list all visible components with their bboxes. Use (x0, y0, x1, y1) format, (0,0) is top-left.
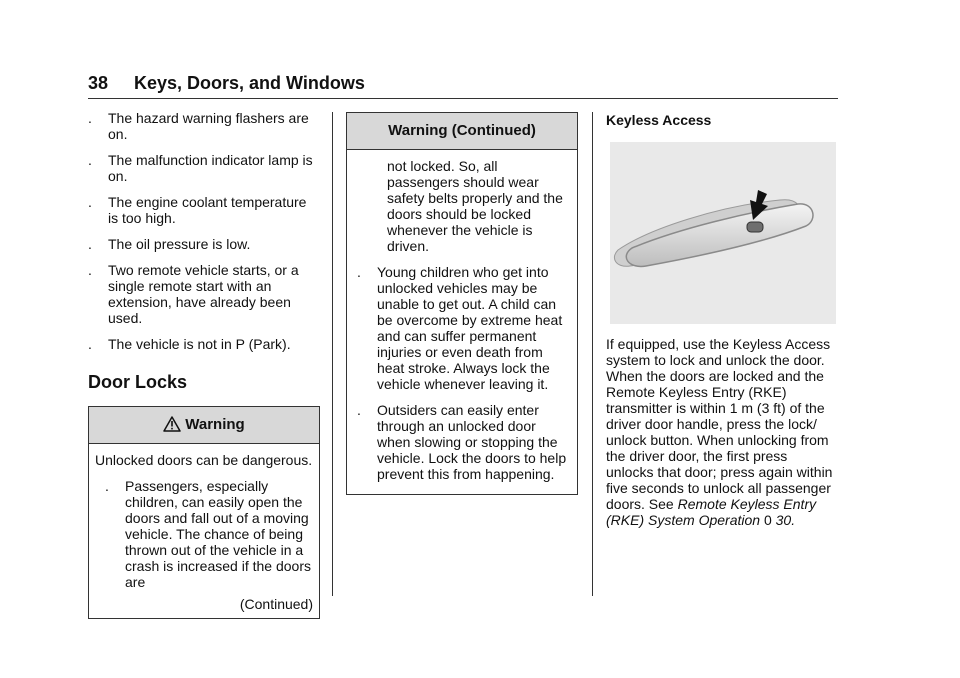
section-title: Door Locks (88, 372, 188, 392)
warning-header (89, 407, 319, 444)
warning-triangle-icon (163, 416, 181, 432)
reference-link[interactable]: Remote Keyless Entry (RKE) System Operation (606, 496, 817, 528)
list-item: . Passengers, especially children, can easily open the doors and fall out of a moving vehicle. The chance of being thrown out of the vehicle in a crash is increased if the doors are (105, 478, 311, 590)
list-item: . Young children who get into unlocked vehicles may be unable to get out. A child can be overcome by extreme heat and can suffer permanent injuries or even death from heat stroke. Always lock the vehicle whenever leaving it. (357, 264, 563, 392)
continued-note: (Continued) (239, 596, 313, 612)
page-header (88, 70, 838, 99)
reference-page[interactable]: 30 (775, 512, 792, 528)
list-item: . Outsiders can easily enter through an unlocked door when slowing or stopping the vehicle. Lock the doors to help prevent this from happening. (357, 402, 567, 482)
warning-header: Warning (Continued) (347, 113, 577, 150)
warning-list (105, 478, 313, 590)
list-item: . The vehicle is not in P (Park). (88, 336, 291, 352)
column-1 (88, 110, 320, 619)
ref-period: . (791, 512, 796, 528)
page-number: 38 (88, 73, 109, 93)
door-handle-illustration (610, 142, 836, 324)
door-handle-image (610, 142, 836, 324)
column-3 (606, 110, 838, 528)
warning-list (357, 264, 571, 482)
warning-intro: Unlocked doors can be dangerous. (95, 452, 313, 468)
warning-box (88, 406, 320, 619)
column-divider-2 (592, 112, 593, 596)
warning-body (89, 444, 319, 618)
subsection-title: Keyless Access (606, 112, 712, 128)
list-item: . The malfunction indicator lamp is on. (88, 152, 313, 184)
warning-box-continued (346, 112, 578, 495)
column-divider-1 (332, 112, 333, 596)
list-item: . The hazard warning flashers are on. (88, 110, 309, 142)
body-text: If equipped, use the Keyless Access system to lock and unlock the door. When the doors are locked and the Remote Keyless Entry (RKE) transmitter is within 1 m (3 ft) of the driver door handle, press the lock/ unlock button. When unlocking from the driver door, the first press unlocks that door; press again within five seconds to unlock all passenger doors. See (606, 336, 833, 512)
warning-body (347, 150, 577, 494)
keyless-access-description (606, 336, 838, 528)
chapter-title: Keys, Doors, and Windows (134, 73, 365, 93)
column-2 (346, 110, 578, 495)
list-item: . The engine coolant temperature is too high. (88, 194, 307, 226)
list-item: . The oil pressure is low. (88, 236, 251, 252)
list-item: . Two remote vehicle starts, or a single remote start with an extension, have already been used. (88, 262, 299, 326)
warning-lead: not locked. So, all passengers should wear safety belts properly and the doors should be locked whenever the vehicle is driven. (387, 158, 563, 254)
warning-title: Warning (185, 416, 245, 433)
page-ref-icon: 0 (763, 512, 772, 528)
condition-list (88, 110, 320, 352)
